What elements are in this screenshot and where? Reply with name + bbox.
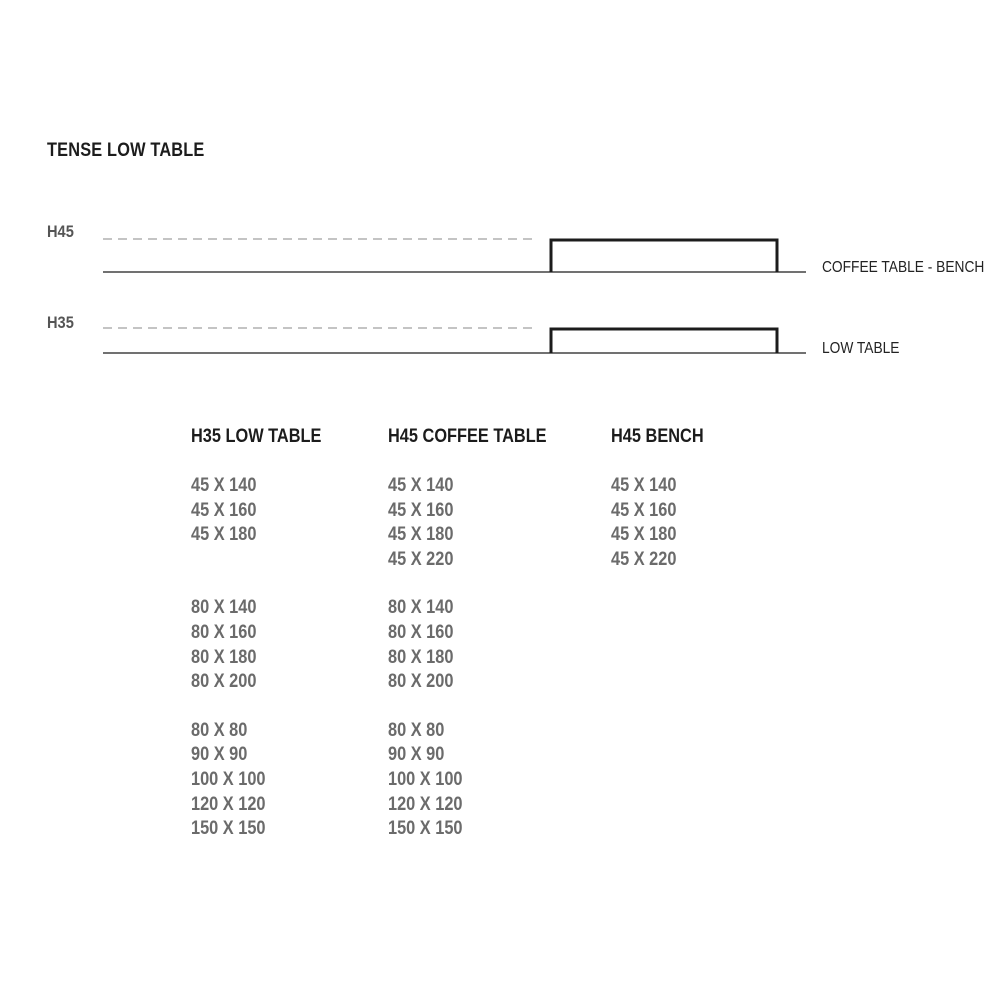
size-item: 80 X 160 [191,621,257,643]
column-header: H45 BENCH [611,426,704,447]
column-h35-low-table [191,425,343,842]
type-label-low-table: LOW TABLE [822,340,900,357]
size-item: 45 X 180 [611,524,677,546]
size-item: 45 X 140 [611,475,677,496]
size-item: 45 X 180 [388,524,454,546]
size-item: 80 X 180 [388,646,454,668]
size-group [191,596,343,694]
size-item-spacer [191,548,321,573]
size-item: 120 X 120 [191,793,266,815]
size-item: 45 X 160 [611,499,677,521]
size-item: 45 X 160 [191,499,257,521]
column-h45-coffee-table [388,425,572,842]
size-group [388,719,572,842]
size-item: 45 X 220 [611,548,677,570]
size-group [611,474,719,572]
size-item: 80 X 140 [191,597,257,619]
size-item: 80 X 200 [191,671,257,693]
size-item: 45 X 160 [388,499,454,521]
size-item: 80 X 80 [191,719,248,741]
size-item: 100 X 100 [191,768,266,790]
height-label-h35: H35 [47,313,74,332]
size-item: 90 X 90 [191,744,248,766]
size-item: 45 X 140 [191,475,257,496]
size-item: 150 X 150 [388,818,463,840]
h45-table-profile [551,240,777,272]
column-header: H35 LOW TABLE [191,426,322,447]
size-item: 150 X 150 [191,818,266,840]
size-item: 100 X 100 [388,768,463,790]
column-h45-bench [611,425,719,572]
size-item: 90 X 90 [388,744,445,766]
h35-table-profile [551,329,777,353]
size-group [388,596,572,694]
size-group [388,474,572,572]
size-item: 80 X 140 [388,597,454,619]
height-label-h45: H45 [47,222,74,241]
size-group [191,474,343,572]
size-item: 45 X 140 [388,475,454,496]
size-item: 80 X 160 [388,621,454,643]
page-title: TENSE LOW TABLE [47,140,205,161]
size-group [191,719,343,842]
size-item: 45 X 220 [388,548,454,570]
size-item: 80 X 180 [191,646,257,668]
size-item: 80 X 80 [388,719,445,741]
type-label-coffee-table-bench: COFFEE TABLE - BENCH [822,259,985,276]
size-item: 80 X 200 [388,671,454,693]
size-item: 120 X 120 [388,793,463,815]
size-item: 45 X 180 [191,524,257,546]
column-header: H45 COFFEE TABLE [388,426,547,447]
